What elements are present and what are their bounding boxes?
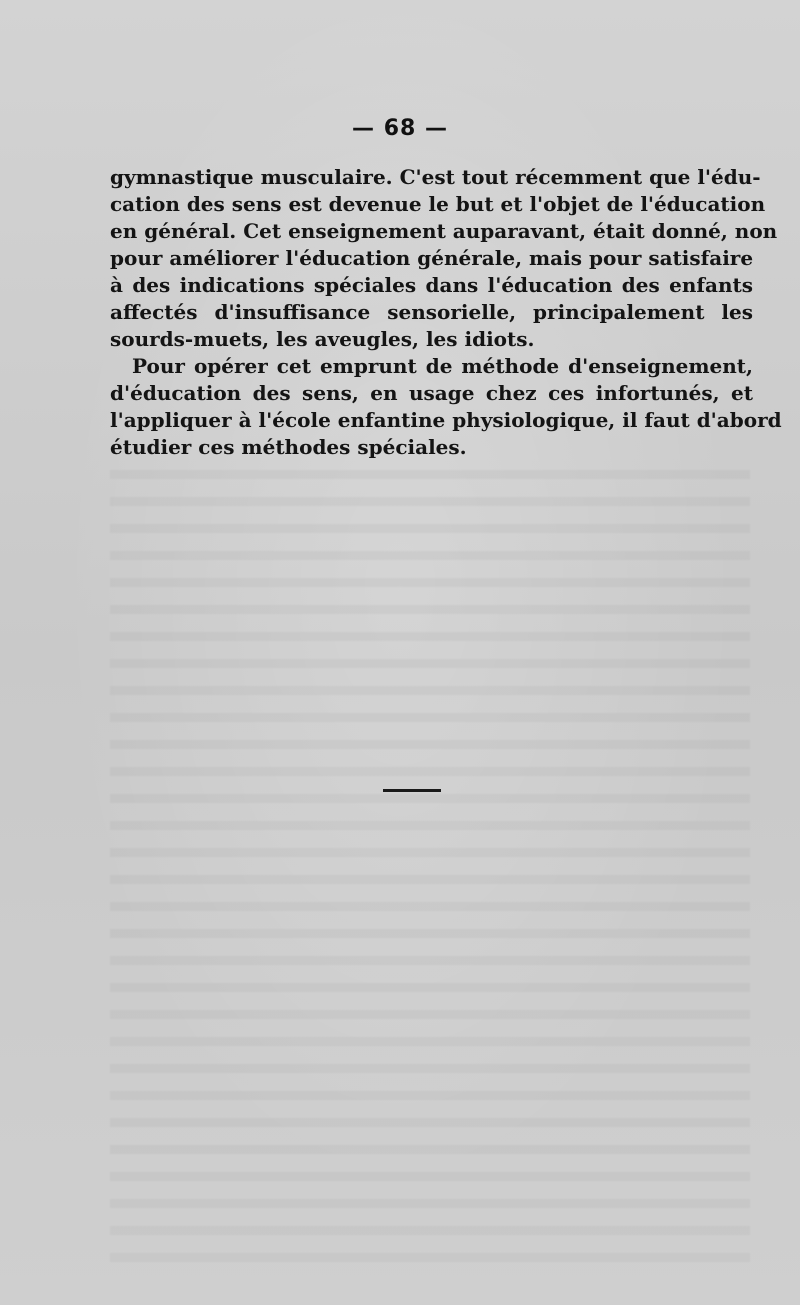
text-line: cation des sens est devenue le but et l'objet de l'éducation — [110, 192, 766, 216]
text-line: en général. Cet enseignement auparavant, était donné, non — [110, 219, 778, 243]
text-line: sourds-muets, les aveugles, les idiots. — [110, 327, 535, 351]
text-line: Pour opérer cet emprunt de méthode d'enseignement, — [132, 354, 753, 378]
body-text — [110, 164, 782, 461]
text-line: gymnastique musculaire. C'est tout récemment que l'édu- — [110, 165, 761, 189]
text-line: étudier ces méthodes spéciales. — [110, 435, 467, 459]
text-line: d'éducation des sens, en usage chez ces infortunés, et — [110, 381, 753, 405]
text-line: affectés d'insuffisance sensorielle, principalement les — [110, 300, 753, 324]
paragraph-1 — [110, 164, 778, 353]
text-line: l'appliquer à l'école enfantine physiologique, il faut d'abord — [110, 408, 782, 432]
bleed-through-texture — [110, 470, 750, 1270]
text-line: pour améliorer l'éducation générale, mais pour satisfaire — [110, 246, 754, 270]
text-line: à des indications spéciales dans l'éducation des enfants — [110, 273, 753, 297]
section-separator-rule — [383, 789, 441, 792]
paragraph-2 — [110, 353, 782, 461]
page-number: — 68 — — [352, 116, 448, 141]
